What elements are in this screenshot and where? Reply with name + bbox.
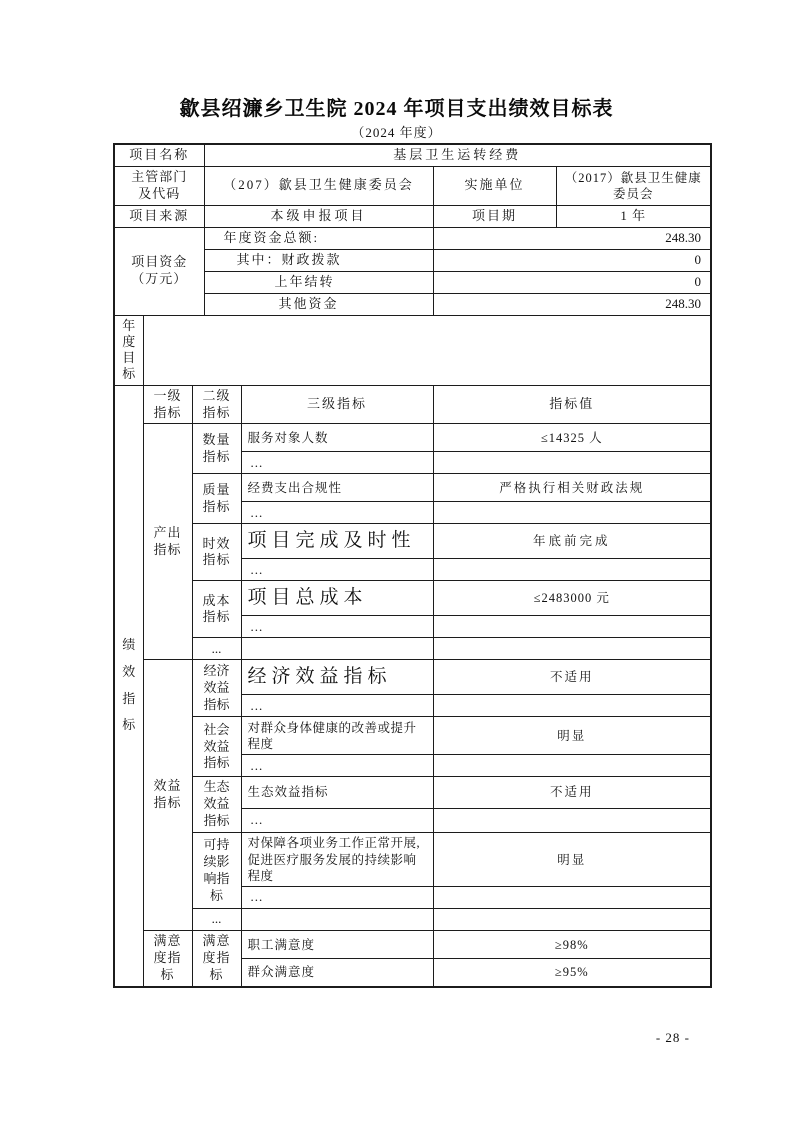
indicator-value: 年底前完成 — [433, 524, 711, 559]
ellipsis-cell: ... — [241, 755, 433, 777]
ellipsis-cell: ... — [241, 559, 433, 581]
ellipsis-cell: ... — [241, 616, 433, 638]
indicator-value — [433, 887, 711, 909]
indicator-value: 明显 — [433, 833, 711, 887]
indicator-value — [433, 808, 711, 833]
l3-indicator: 项目总成本 — [241, 581, 433, 616]
l3-indicator: 经费支出合规性 — [241, 474, 433, 502]
ellipsis-cell: ... — [192, 638, 241, 660]
annual-goal-label: 年度目标 — [114, 315, 143, 385]
indicator-value — [433, 638, 711, 660]
funds-carryover-value: 0 — [433, 271, 711, 293]
l3-indicator: 经济效益指标 — [241, 660, 433, 695]
l2-indicator-satisfaction: 满意度指标 — [192, 931, 241, 987]
ellipsis-cell: ... — [241, 502, 433, 524]
l2-indicator-social: 社会效益指标 — [192, 717, 241, 777]
project-source-label: 项目来源 — [114, 205, 204, 227]
annual-goal-content — [143, 315, 711, 385]
document-subtitle: （2024 年度） — [351, 125, 442, 140]
indicator-value: 严格执行相关财政法规 — [433, 474, 711, 502]
l2-indicator-sustainability: 可持续影响指标 — [192, 833, 241, 909]
l3-indicator: 服务对象人数 — [241, 424, 433, 452]
indicator-value — [433, 695, 711, 717]
header-l1-indicator: 一级指标 — [143, 385, 192, 424]
funds-carryover-label: 上年结转 — [204, 271, 433, 293]
indicator-value: ≤14325 人 — [433, 424, 711, 452]
indicator-value — [433, 502, 711, 524]
l2-indicator-quantity: 数量指标 — [192, 424, 241, 474]
funds-other-value: 248.30 — [433, 293, 711, 315]
header-l3-indicator: 三级指标 — [241, 385, 433, 424]
l3-indicator — [241, 638, 433, 660]
funds-total-label: 年度资金总额: — [204, 227, 433, 249]
funds-fiscal-label: 其中：财政拨款 — [204, 249, 433, 271]
l2-indicator-quality: 质量指标 — [192, 474, 241, 524]
indicator-value — [433, 616, 711, 638]
header-l2-indicator: 二级指标 — [192, 385, 241, 424]
funds-total-value: 248.30 — [433, 227, 711, 249]
ellipsis-cell: ... — [192, 909, 241, 931]
indicator-value: ≥98% — [433, 931, 711, 959]
indicator-value: ≥95% — [433, 959, 711, 987]
indicator-value: 不适用 — [433, 660, 711, 695]
indicator-value — [433, 909, 711, 931]
document-title: 歙县绍濂乡卫生院 2024 年项目支出绩效目标表 — [179, 98, 614, 120]
l3-indicator: 群众满意度 — [241, 959, 433, 987]
project-period-label: 项目期 — [433, 205, 556, 227]
l3-indicator: 对群众身体健康的改善或提升程度 — [241, 717, 433, 755]
ellipsis-cell: ... — [241, 808, 433, 833]
funds-fiscal-value: 0 — [433, 249, 711, 271]
funds-other-label: 其他资金 — [204, 293, 433, 315]
l1-indicator-benefit: 效益指标 — [143, 660, 192, 931]
l3-indicator: 项目完成及时性 — [241, 524, 433, 559]
performance-target-table — [113, 143, 712, 988]
l2-indicator-economic: 经济效益指标 — [192, 660, 241, 717]
indicator-value — [433, 559, 711, 581]
ellipsis-cell: ... — [241, 887, 433, 909]
project-period-value: 1 年 — [556, 205, 711, 227]
l2-indicator-ecological: 生态效益指标 — [192, 777, 241, 833]
impl-unit-label: 实施单位 — [433, 166, 556, 205]
indicator-value: 不适用 — [433, 777, 711, 808]
l3-indicator: 对保障各项业务工作正常开展,促进医疗服务发展的持续影响程度 — [241, 833, 433, 887]
l1-indicator-output: 产出指标 — [143, 424, 192, 660]
project-source-value: 本级申报项目 — [204, 205, 433, 227]
ellipsis-cell: ... — [241, 695, 433, 717]
ellipsis-cell: ... — [241, 452, 433, 474]
l1-indicator-satisfaction: 满意度指标 — [143, 931, 192, 987]
performance-indicators-side-label: 绩效指标 — [114, 385, 143, 987]
dept-value: （207）歙县卫生健康委员会 — [204, 166, 433, 205]
indicator-value: ≤2483000 元 — [433, 581, 711, 616]
project-name-value: 基层卫生运转经费 — [204, 144, 711, 166]
l3-indicator — [241, 909, 433, 931]
l3-indicator: 职工满意度 — [241, 931, 433, 959]
dept-label: 主管部门及代码 — [114, 166, 204, 205]
funds-label: 项目资金（万元） — [114, 227, 204, 315]
l2-indicator-cost: 成本指标 — [192, 581, 241, 638]
project-name-label: 项目名称 — [114, 144, 204, 166]
l2-indicator-timeliness: 时效指标 — [192, 524, 241, 581]
indicator-value — [433, 755, 711, 777]
page-number: - 28 - — [655, 1030, 690, 1045]
indicator-value: 明显 — [433, 717, 711, 755]
l3-indicator: 生态效益指标 — [241, 777, 433, 808]
header-indicator-value: 指标值 — [433, 385, 711, 424]
indicator-value — [433, 452, 711, 474]
impl-unit-value: （2017）歙县卫生健康委员会 — [556, 166, 711, 205]
